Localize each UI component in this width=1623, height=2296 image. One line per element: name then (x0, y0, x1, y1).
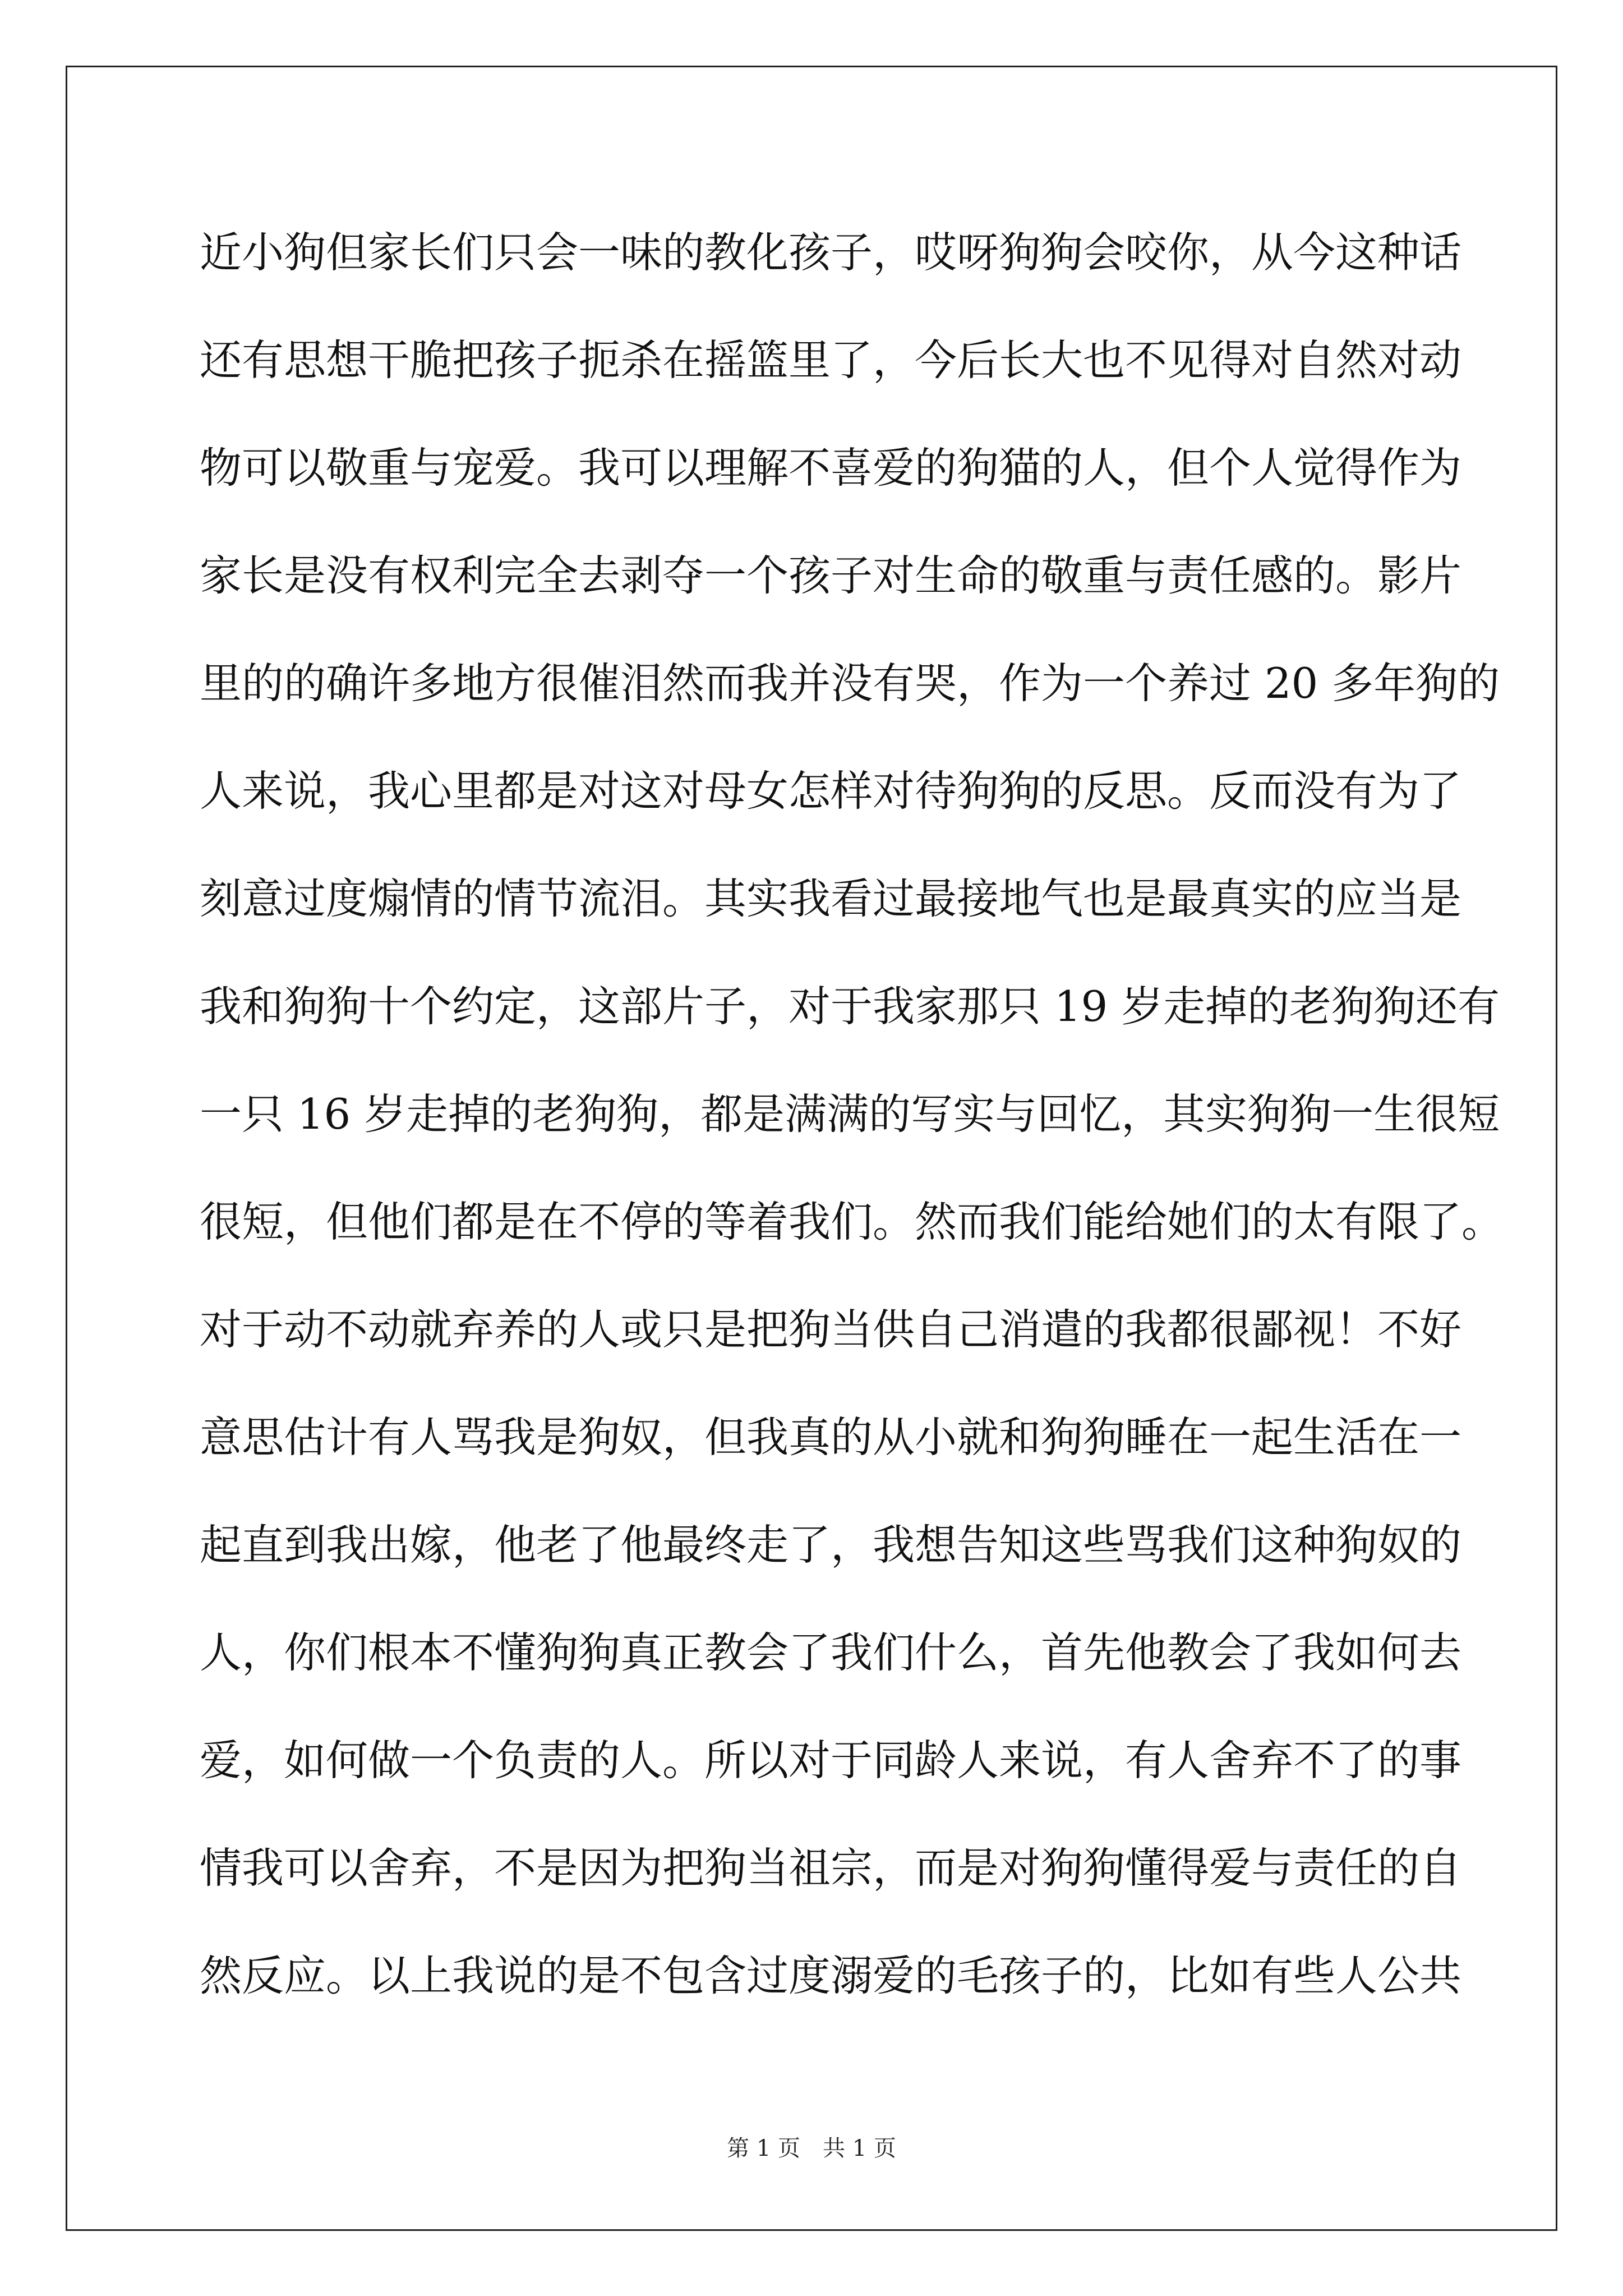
text-line: 爱，如何做一个负责的人。所以对于同龄人来说，有人舍弃不了的事 (200, 1736, 1462, 1785)
text-line: 物可以敬重与宠爱。我可以理解不喜爱的狗猫的人，但个人觉得作为 (200, 443, 1462, 493)
document-body (200, 222, 1504, 2053)
text-line: 起直到我出嫁，他老了他最终走了，我想告知这些骂我们这种狗奴的 (200, 1520, 1462, 1570)
text-line: 一只 16 岁走掉的老狗狗，都是满满的写实与回忆，其实狗狗一生很短 (200, 1089, 1500, 1139)
text-line: 很短，但他们都是在不停的等着我们。然而我们能给她们的太有限了。 (200, 1197, 1504, 1246)
text-line: 家长是没有权利完全去剥夺一个孩子对生命的敬重与责任感的。影片 (200, 551, 1462, 600)
text-line: 情我可以舍弃，不是因为把狗当祖宗，而是对狗狗懂得爱与责任的自 (200, 1843, 1462, 1893)
text-line: 刻意过度煽情的情节流泪。其实我看过最接地气也是最真实的应当是 (200, 874, 1462, 923)
text-line: 近小狗但家长们只会一味的教化孩子，哎呀狗狗会咬你，从今这种话 (200, 228, 1462, 277)
text-line: 里的的确许多地方很催泪然而我并没有哭，作为一个养过 20 多年狗的 (200, 659, 1500, 708)
text-line: 人来说，我心里都是对这对母女怎样对待狗狗的反思。反而没有为了 (200, 766, 1462, 816)
text-line: 意思估计有人骂我是狗奴，但我真的从小就和狗狗睡在一起生活在一 (200, 1412, 1462, 1462)
text-line: 还有思想干脆把孩子扼杀在摇篮里了，今后长大也不见得对自然对动 (200, 335, 1462, 385)
text-line: 对于动不动就弃养的人或只是把狗当供自己消遣的我都很鄙视！不好 (200, 1305, 1462, 1354)
page-footer: 第 1 页 共 1 页 (727, 2136, 896, 2161)
text-line: 人，你们根本不懂狗狗真正教会了我们什么，首先他教会了我如何去 (200, 1628, 1462, 1677)
text-line: 我和狗狗十个约定，这部片子，对于我家那只 19 岁走掉的老狗狗还有 (200, 982, 1500, 1031)
text-line: 然反应。以上我说的是不包含过度溺爱的毛孩子的，比如有些人公共 (200, 1951, 1462, 2000)
